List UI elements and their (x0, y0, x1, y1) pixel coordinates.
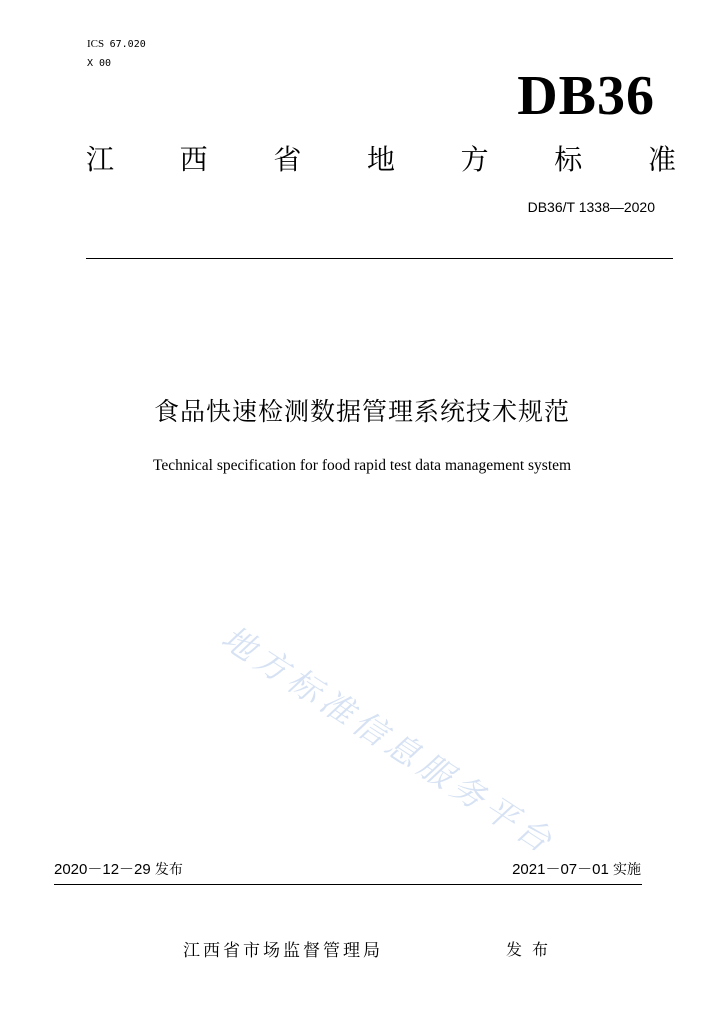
issue-date: 2020－12－29 (54, 861, 151, 878)
db-logo: DB36 (517, 65, 655, 127)
issuer-action: 发布 (506, 940, 559, 959)
standard-type-char: 地 (366, 143, 395, 176)
ics-label: ICS (87, 38, 105, 50)
standard-type-char: 准 (647, 143, 676, 176)
standard-type-char: 省 (273, 143, 302, 176)
issuer-name: 江西省市场监督管理局 (183, 941, 383, 961)
standard-number: DB36/T 1338—2020 (527, 199, 655, 215)
ccs-code: X 00 (87, 58, 112, 69)
issue-date-suffix: 发布 (154, 862, 183, 878)
standard-type-heading (86, 140, 676, 180)
title-english: Technical specification for food rapid test data management system (152, 457, 572, 474)
standard-type-char: 标 (554, 143, 583, 176)
ics-code-line (87, 38, 146, 51)
standard-type-char: 江 (86, 143, 115, 176)
implement-date-suffix: 实施 (613, 862, 641, 878)
ics-code: 67.020 (109, 39, 146, 50)
implement-date-line (512, 860, 641, 880)
standard-type-char: 方 (460, 143, 489, 176)
issue-date-line (54, 860, 183, 880)
watermark: 地方标准信息服务平台 (214, 617, 564, 863)
standard-type-char: 西 (179, 143, 208, 176)
title-chinese: 食品快速检测数据管理系统技术规范 (153, 397, 570, 426)
footer-divider (54, 884, 642, 885)
implement-date: 2021－07－01 (512, 861, 609, 878)
ccs-code-line (87, 57, 111, 70)
issuer-line (0, 938, 724, 964)
header-divider (86, 258, 673, 259)
